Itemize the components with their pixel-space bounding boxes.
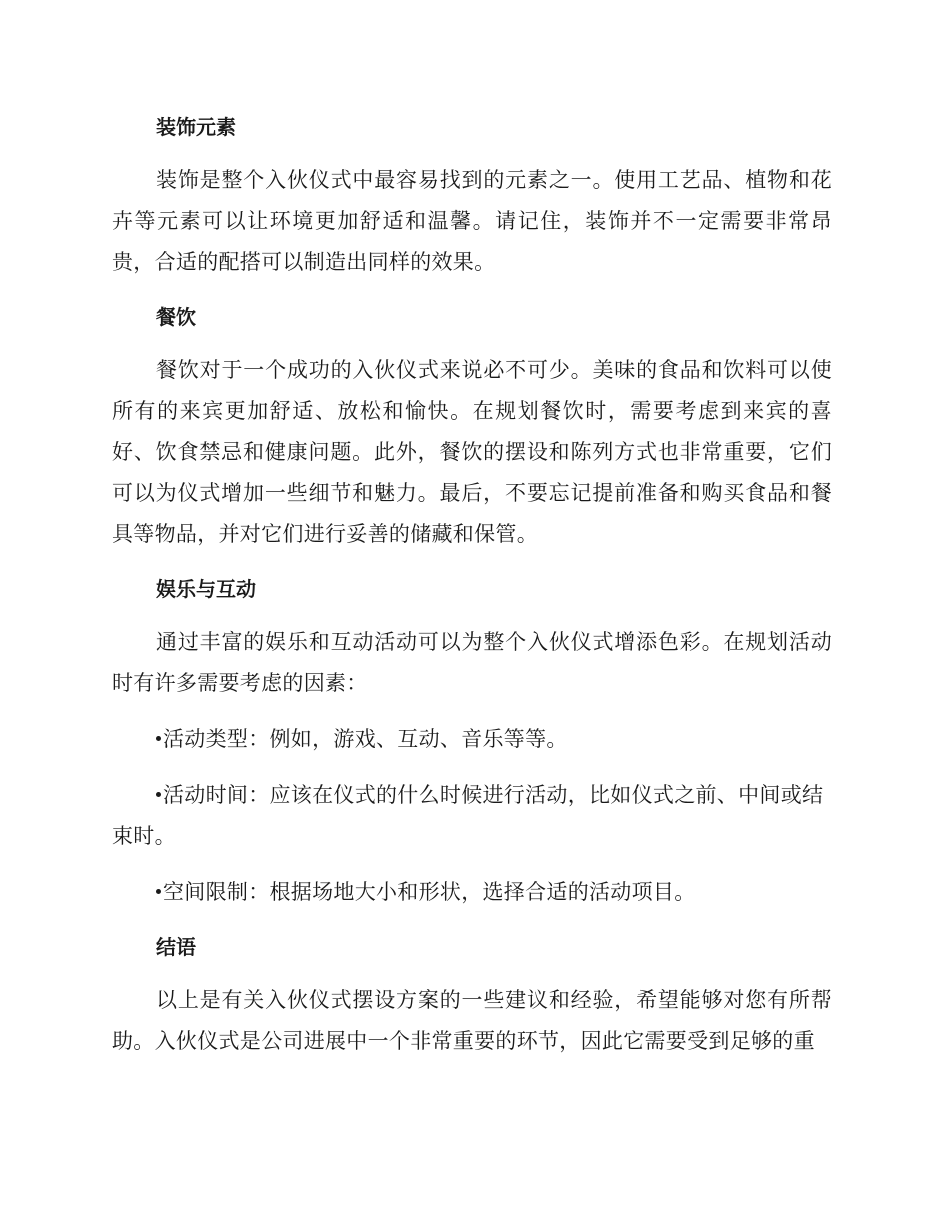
section-heading-decoration: 装饰元素 xyxy=(156,115,236,139)
list-item xyxy=(112,719,832,760)
list-item-text: 活动类型：例如，游戏、互动、音乐等等。 xyxy=(163,727,568,751)
list-item-text: 空间限制：根据场地大小和形状，选择合适的活动项目。 xyxy=(163,880,696,904)
paragraph-entertainment: 通过丰富的娱乐和互动活动可以为整个入伙仪式增添色彩。在规划活动时有许多需要考虑的因素： xyxy=(112,630,832,695)
paragraph-catering: 餐饮对于一个成功的入伙仪式来说必不可少。美味的食品和饮料可以使所有的来宾更加舒适、放松和愉快。在规划餐饮时，需要考虑到来宾的喜好、饮食禁忌和健康问题。此外，餐饮的摆设和陈列方式也非常重要，它们可以为仪式增加一些细节和魅力。最后，不要忘记提前准备和购买食品和餐具等物品，并对它们进行妥善的储藏和保管。 xyxy=(112,358,832,546)
bullet-icon xyxy=(156,792,161,797)
bullet-icon xyxy=(156,889,161,894)
list-item-text: 活动时间：应该在仪式的什么时候进行活动，比如仪式之前、中间或结束时。 xyxy=(112,783,824,848)
list-item xyxy=(112,775,832,857)
section-heading-entertainment: 娱乐与互动 xyxy=(156,577,256,601)
bullet-icon xyxy=(156,736,161,741)
section-heading-catering: 餐饮 xyxy=(156,305,196,329)
section-heading-conclusion: 结语 xyxy=(156,935,196,959)
paragraph-conclusion: 以上是有关入伙仪式摆设方案的一些建议和经验，希望能够对您有所帮助。入伙仪式是公司进展中一个非常重要的环节，因此它需要受到足够的重 xyxy=(112,988,832,1053)
document-body xyxy=(112,108,832,1077)
paragraph-decoration: 装饰是整个入伙仪式中最容易找到的元素之一。使用工艺品、植物和花卉等元素可以让环境更加舒适和温馨。请记住，装饰并不一定需要非常昂贵，合适的配搭可以制造出同样的效果。 xyxy=(112,168,832,274)
list-item xyxy=(112,872,832,913)
